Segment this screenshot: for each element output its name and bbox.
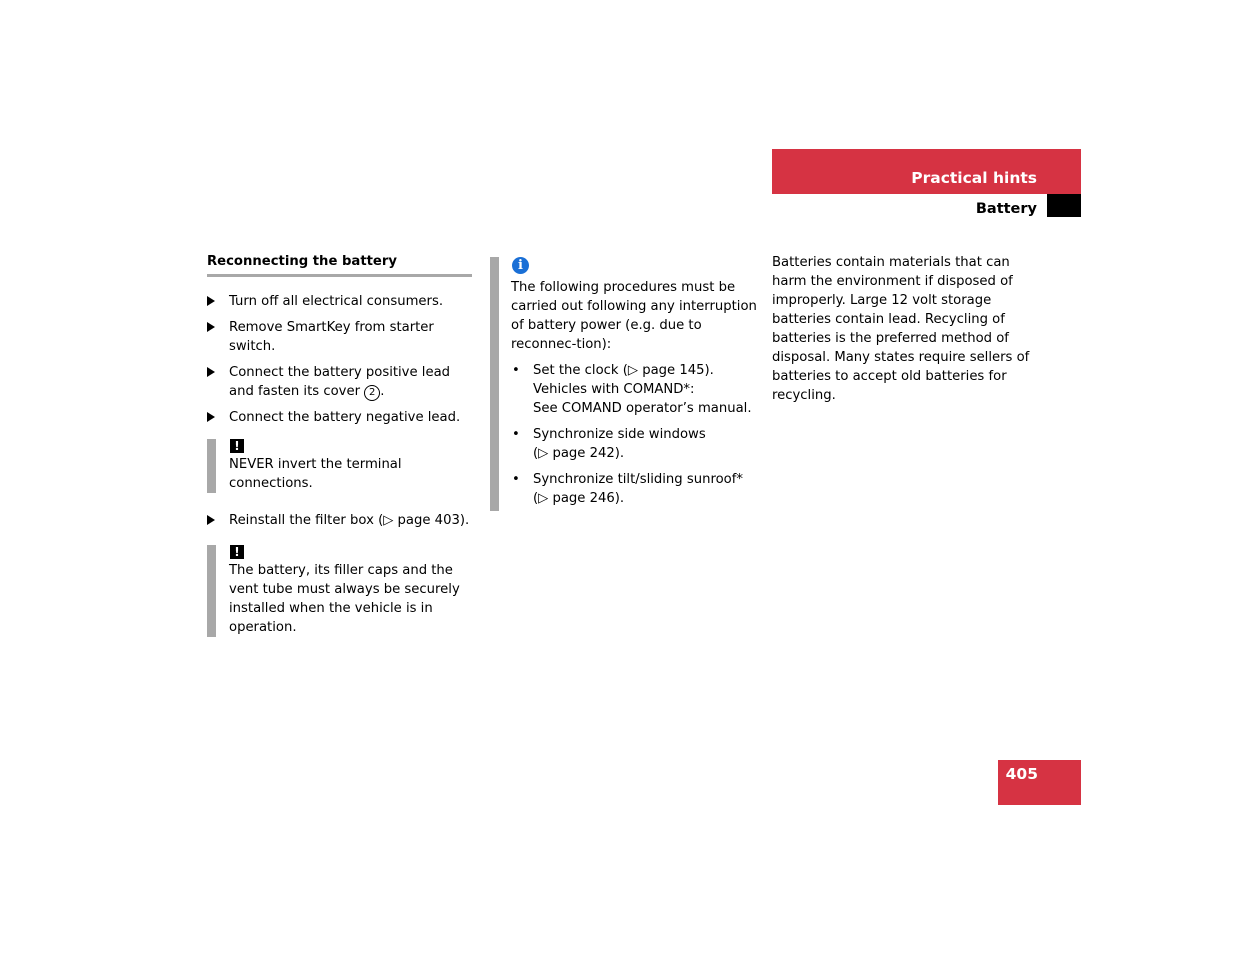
section-heading: Reconnecting the battery: [207, 253, 472, 277]
step-arrow-icon: [207, 367, 215, 377]
step-item: [207, 292, 472, 311]
warning-note: [207, 439, 472, 493]
step-text: Reinstall the filter box (▷ page 403).: [229, 513, 470, 528]
warning-icon: !: [230, 545, 244, 559]
step-text: Connect the battery negative lead.: [229, 410, 461, 425]
note-bar: [207, 439, 216, 493]
environment-text: Batteries contain materials that can harm the environment if disposed of improperly. Large 12 volt storage batteries contain lead. Recycling of batteries is the preferred method of disposal. Many states require sellers of batteries to accept old batteries for recycling.: [772, 255, 1030, 403]
list-item-line: See COMAND operator’s manual.: [533, 401, 752, 416]
step-text: Remove SmartKey from starter switch.: [229, 320, 434, 354]
callout-number-icon: 2: [364, 385, 380, 401]
list-item: [511, 470, 760, 508]
warning-text: The battery, its filler caps and the vent tube must always be securely installed when the vehicle is in operation.: [229, 563, 460, 635]
reconnecting-column: [207, 253, 472, 637]
bullet-icon: •: [512, 363, 520, 378]
bullet-icon: •: [512, 472, 520, 487]
note-bar: [207, 545, 216, 637]
note-bar: [490, 257, 499, 511]
step-item: [207, 363, 472, 401]
step-arrow-icon: [207, 515, 215, 525]
step-item: [207, 408, 472, 427]
info-note: [490, 257, 760, 511]
step-item: [207, 318, 472, 356]
list-item: [511, 425, 760, 463]
warning-note: [207, 545, 472, 637]
warning-icon: !: [230, 439, 244, 453]
info-icon: i: [512, 257, 529, 274]
list-item-line: (▷ page 242).: [533, 446, 625, 461]
step-arrow-icon: [207, 296, 215, 306]
warning-text: NEVER invert the terminal connections.: [229, 457, 402, 491]
step-text: Turn off all electrical consumers.: [229, 294, 444, 309]
subsection-marker: [1047, 194, 1081, 217]
list-item-line: Vehicles with COMAND*:: [533, 382, 695, 397]
list-item-line: Synchronize side windows: [533, 427, 706, 442]
section-title: Practical hints: [911, 169, 1037, 187]
list-item-line: (▷ page 246).: [533, 491, 625, 506]
list-item-line: Set the clock (▷ page 145).: [533, 363, 714, 378]
step-item: [207, 511, 472, 530]
step-text-end: .: [380, 384, 385, 399]
step-arrow-icon: [207, 412, 215, 422]
step-arrow-icon: [207, 322, 215, 332]
info-intro: The following procedures must be carried out following any interruption of battery power (e.g. due to reconnec-tion):: [511, 280, 757, 352]
subsection-title: Battery: [975, 201, 1037, 217]
environment-column: [772, 253, 1040, 405]
page-number: 405: [1005, 765, 1038, 783]
step-text: Connect the battery positive lead and fasten its cover: [229, 365, 451, 399]
list-item-line: Synchronize tilt/sliding sunroof*: [533, 472, 743, 487]
bullet-icon: •: [512, 427, 520, 442]
list-item: [511, 361, 760, 418]
